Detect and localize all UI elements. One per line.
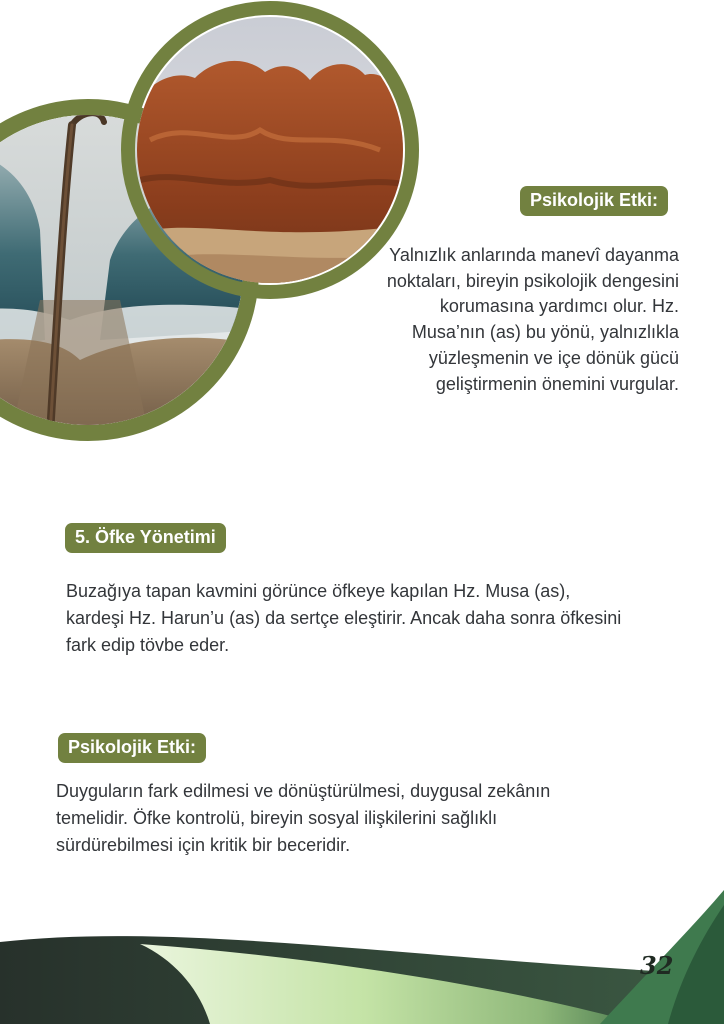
anger-story-paragraph: Buzağıya tapan kavmini görünce öfkeye kapılan Hz. Musa (as), kardeşi Hz. Harun’u (as) da sertçe eleştirir. Ancak daha sonra öfkesini fark edip tövbe eder. (66, 581, 622, 655)
loneliness-paragraph: Yalnızlık anlarında manevî dayanma noktaları, bireyin psikolojik dengesini korumasına yardımcı olur. Hz. Musa’nın (as) bu yönü, yalnızlıkla yüzleşmenin ve içe dönük gücü geliştirmenin önemini vurgular. (386, 245, 679, 394)
bottom-wave-decoration (0, 890, 724, 1024)
emotional-intelligence-paragraph: Duyguların fark edilmesi ve dönüştürülmesi, duygusal zekânın temelidir. Öfke kontrolü, bireyin sosyal ilişkilerini sağlıklı sürdürebilmesi için kritik bir beceridir. (56, 781, 551, 855)
psychological-effect-badge: Psikolojik Etki: (520, 186, 668, 216)
page-number: 32 (640, 951, 674, 980)
psychological-effect-badge-2: Psikolojik Etki: (58, 733, 206, 763)
section-heading-anger-management: 5. Öfke Yönetimi (65, 523, 226, 553)
